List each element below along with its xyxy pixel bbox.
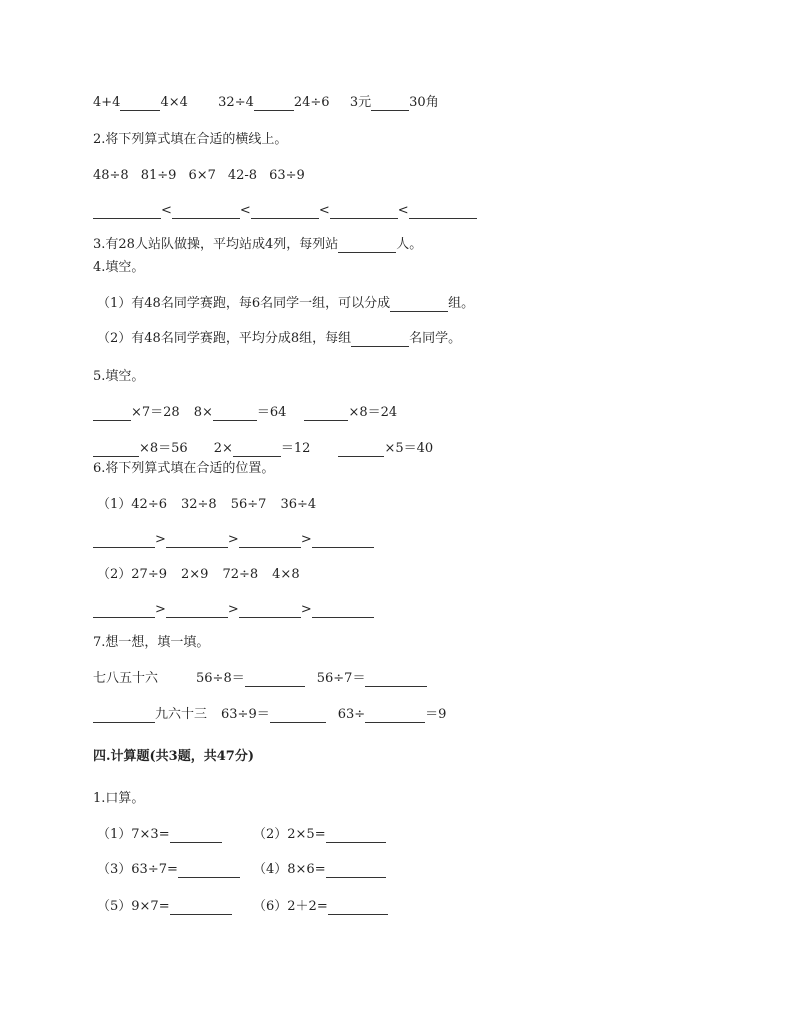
answer-blank[interactable] bbox=[213, 407, 257, 421]
answer-blank[interactable] bbox=[270, 709, 326, 723]
expression: 4×8 bbox=[272, 567, 300, 582]
answer-blank[interactable] bbox=[254, 97, 294, 111]
fill-row bbox=[93, 441, 433, 457]
expression: 36÷4 bbox=[280, 497, 317, 512]
compare-expr: 4+4 bbox=[93, 95, 121, 110]
sub-question bbox=[97, 331, 461, 347]
fill-row bbox=[93, 671, 427, 687]
answer-blank[interactable] bbox=[338, 443, 384, 457]
answer-blank[interactable] bbox=[93, 407, 131, 421]
greater-than-sign: > bbox=[227, 532, 239, 547]
expression: 81÷9 bbox=[140, 168, 177, 183]
expression: 42-8 bbox=[227, 168, 258, 183]
answer-blank[interactable] bbox=[312, 534, 374, 548]
calc-item bbox=[253, 899, 388, 915]
answer-blank[interactable] bbox=[326, 829, 386, 843]
greater-than-sign: > bbox=[300, 532, 312, 547]
answer-blank[interactable] bbox=[93, 534, 155, 548]
calc-expression: （6）2＋2= bbox=[253, 899, 328, 914]
equation: ＝9 bbox=[425, 707, 447, 722]
answer-blank[interactable] bbox=[93, 709, 155, 723]
greater-than-sign: > bbox=[155, 532, 166, 547]
greater-than-sign: > bbox=[227, 602, 239, 617]
ordering-row bbox=[93, 602, 374, 618]
question-text: （1）有48名同学赛跑，每6名同学一组，可以分成 bbox=[97, 296, 391, 311]
section-heading: 四.计算题(共3题，共47分) bbox=[93, 749, 254, 764]
fill-row bbox=[93, 707, 446, 723]
equation: 56÷8＝ bbox=[196, 671, 245, 686]
question-title: 5.填空。 bbox=[93, 369, 145, 384]
answer-blank[interactable] bbox=[172, 205, 240, 219]
expression: 2×9 bbox=[181, 567, 209, 582]
answer-blank[interactable] bbox=[328, 901, 388, 915]
sub-question bbox=[97, 296, 474, 312]
expression: 32÷8 bbox=[181, 497, 217, 512]
expression: 42÷6 bbox=[131, 497, 167, 512]
calc-item bbox=[253, 862, 386, 878]
question-text: 组。 bbox=[448, 296, 475, 311]
expression: 27÷9 bbox=[131, 567, 167, 582]
calc-item bbox=[97, 862, 240, 878]
equation: ×8＝56 bbox=[139, 441, 188, 456]
rhyme-text: 七八五十六 bbox=[93, 671, 159, 686]
answer-blank[interactable] bbox=[245, 673, 305, 687]
answer-blank[interactable] bbox=[170, 901, 232, 915]
answer-blank[interactable] bbox=[409, 205, 477, 219]
equation: ×5＝40 bbox=[384, 441, 434, 456]
less-than-sign: < bbox=[239, 203, 251, 218]
answer-blank[interactable] bbox=[233, 443, 281, 457]
answer-blank[interactable] bbox=[390, 298, 448, 312]
answer-blank[interactable] bbox=[304, 407, 348, 421]
equation: 63÷9＝ bbox=[221, 707, 270, 722]
answer-blank[interactable] bbox=[93, 205, 161, 219]
answer-blank[interactable] bbox=[351, 333, 409, 347]
answer-blank[interactable] bbox=[93, 604, 155, 618]
answer-blank[interactable] bbox=[312, 604, 374, 618]
compare-row bbox=[93, 95, 439, 111]
calc-expression: （2）2×5= bbox=[253, 827, 326, 842]
sub-label: （1） bbox=[97, 497, 132, 512]
compare-expr: 32÷4 bbox=[218, 95, 254, 110]
answer-blank[interactable] bbox=[166, 534, 228, 548]
ordering-row bbox=[93, 203, 477, 219]
ordering-row bbox=[93, 532, 374, 548]
question-text: 名同学。 bbox=[409, 331, 462, 346]
question-text: （2）有48名同学赛跑，平均分成8组，每组 bbox=[97, 331, 352, 346]
answer-blank[interactable] bbox=[170, 829, 222, 843]
expression-list bbox=[93, 168, 305, 184]
expression: 48÷8 bbox=[93, 168, 129, 183]
answer-blank[interactable] bbox=[326, 864, 386, 878]
question-3 bbox=[93, 237, 422, 253]
question-text: 人。 bbox=[396, 237, 423, 252]
question-title: 7.想一想，填一填。 bbox=[93, 635, 210, 650]
sub-question bbox=[97, 567, 300, 583]
calc-item bbox=[97, 827, 222, 843]
calc-expression: （4）8×6= bbox=[253, 862, 326, 877]
question-title: 6.将下列算式填在合适的位置。 bbox=[93, 461, 275, 476]
less-than-sign: < bbox=[318, 203, 330, 218]
equation: ＝64 bbox=[256, 405, 287, 420]
equation: 2× bbox=[213, 441, 233, 456]
answer-blank[interactable] bbox=[120, 97, 160, 111]
answer-blank[interactable] bbox=[371, 97, 409, 111]
less-than-sign: < bbox=[161, 203, 172, 218]
equation: ＝12 bbox=[280, 441, 311, 456]
answer-blank[interactable] bbox=[178, 864, 240, 878]
answer-blank[interactable] bbox=[251, 205, 319, 219]
question-title: 1.口算。 bbox=[93, 791, 145, 806]
answer-blank[interactable] bbox=[93, 443, 139, 457]
calc-item bbox=[97, 899, 232, 915]
sub-label: （2） bbox=[97, 567, 132, 582]
rhyme-text: 九六十三 bbox=[155, 707, 208, 722]
sub-question bbox=[97, 497, 316, 513]
fill-row bbox=[93, 405, 397, 421]
greater-than-sign: > bbox=[300, 602, 312, 617]
answer-blank[interactable] bbox=[166, 604, 228, 618]
answer-blank[interactable] bbox=[338, 239, 396, 253]
answer-blank[interactable] bbox=[365, 709, 425, 723]
equation: ×7＝28 bbox=[131, 405, 180, 420]
answer-blank[interactable] bbox=[365, 673, 427, 687]
greater-than-sign: > bbox=[155, 602, 166, 617]
answer-blank[interactable] bbox=[239, 604, 301, 618]
question-title: 2.将下列算式填在合适的横线上。 bbox=[93, 132, 288, 147]
calc-item bbox=[253, 827, 386, 843]
compare-expr: 4×4 bbox=[160, 95, 188, 110]
question-text: 3.有28人站队做操，平均站成4列，每列站 bbox=[93, 237, 339, 252]
calc-expression: （5）9×7= bbox=[97, 899, 170, 914]
equation: 63÷ bbox=[337, 707, 366, 722]
equation: 8× bbox=[193, 405, 213, 420]
compare-expr: 30角 bbox=[409, 95, 439, 110]
equation: ×8＝24 bbox=[348, 405, 398, 420]
compare-expr: 3元 bbox=[349, 95, 372, 110]
equation: 56÷7＝ bbox=[316, 671, 366, 686]
expression: 56÷7 bbox=[230, 497, 267, 512]
expression: 72÷8 bbox=[222, 567, 259, 582]
calc-expression: （3）63÷7= bbox=[97, 862, 178, 877]
expression: 63÷9 bbox=[269, 168, 305, 183]
less-than-sign: < bbox=[397, 203, 409, 218]
calc-expression: （1）7×3= bbox=[97, 827, 170, 842]
expression: 6×7 bbox=[188, 168, 216, 183]
answer-blank[interactable] bbox=[239, 534, 301, 548]
answer-blank[interactable] bbox=[330, 205, 398, 219]
question-title: 4.填空。 bbox=[93, 260, 145, 275]
compare-expr: 24÷6 bbox=[293, 95, 330, 110]
